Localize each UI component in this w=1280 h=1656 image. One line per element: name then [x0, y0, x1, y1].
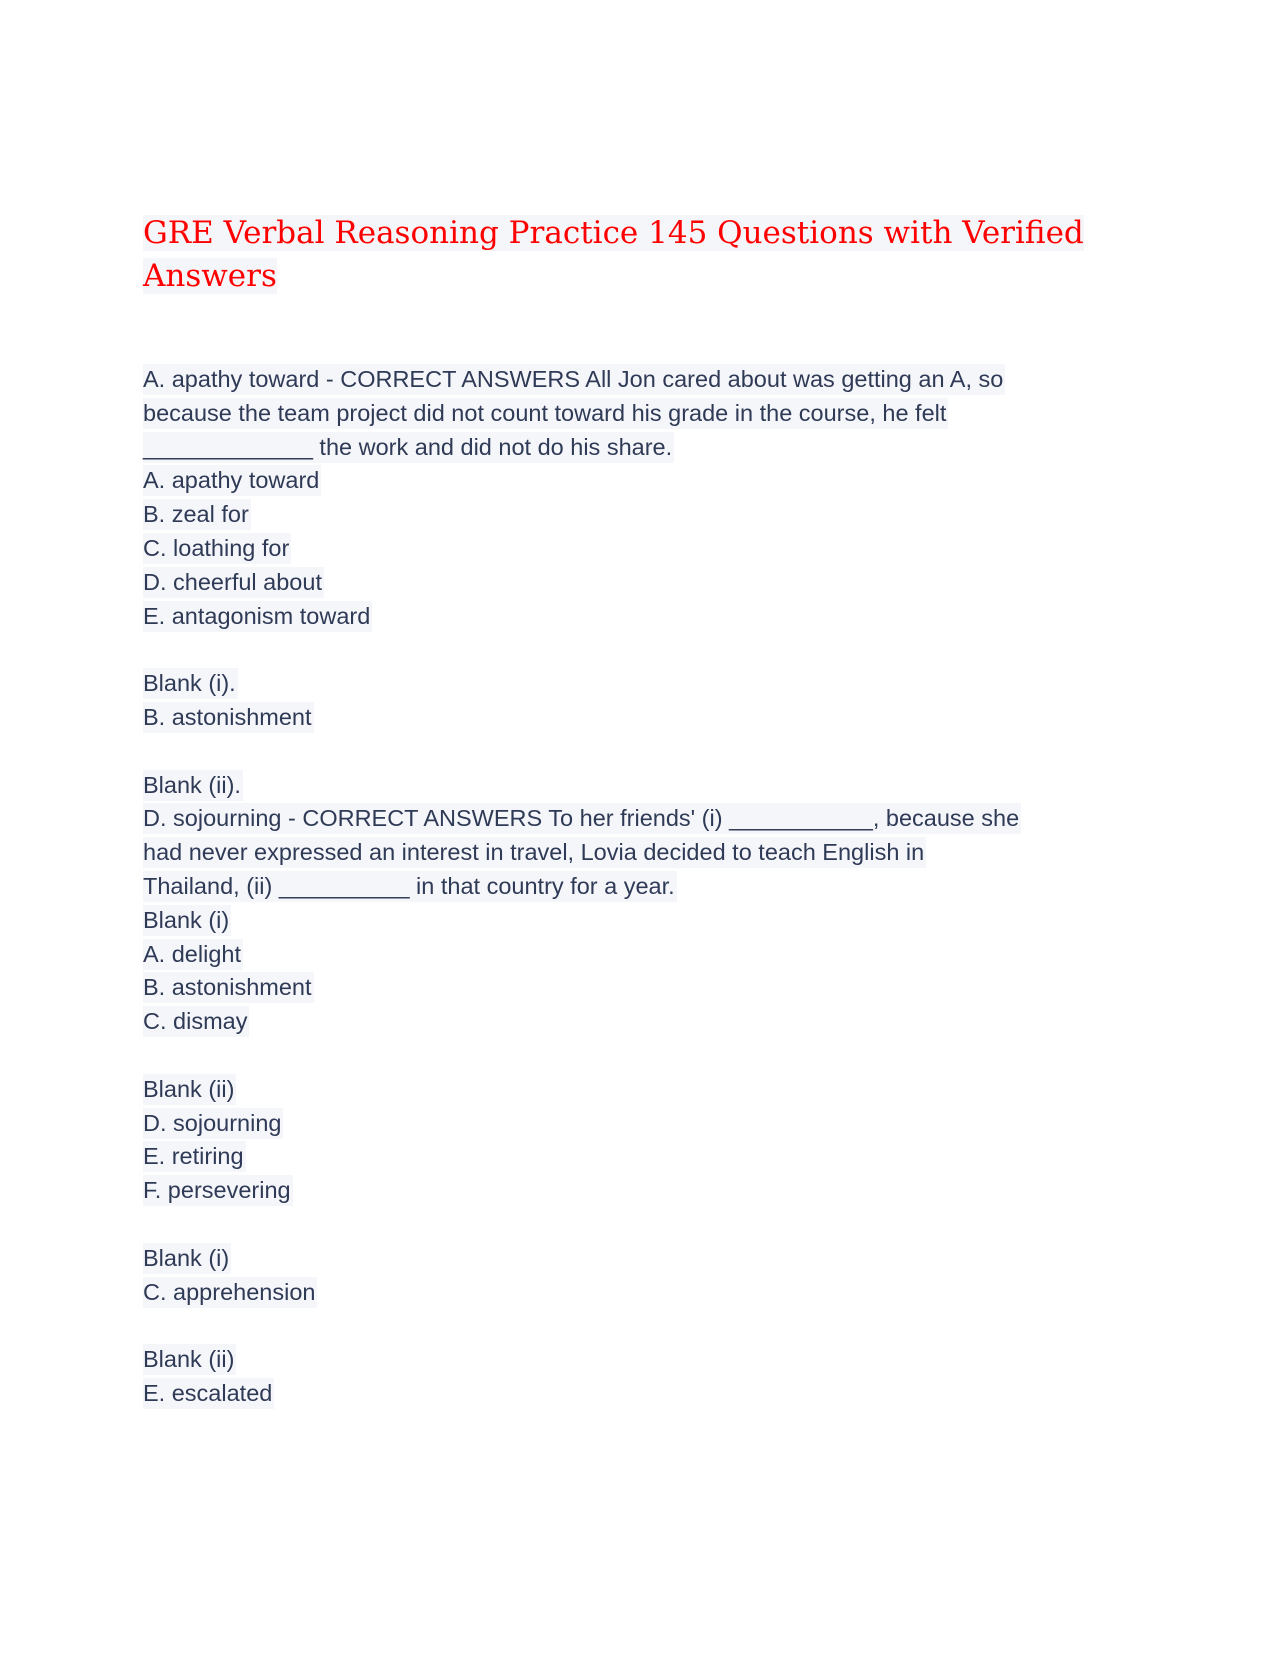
- line-text: E. retiring: [143, 1141, 246, 1172]
- line-text: Blank (ii): [143, 1344, 236, 1375]
- text-line: [143, 971, 1143, 1005]
- line-text: Blank (i).: [143, 668, 238, 699]
- line-text: E. antagonism toward: [143, 601, 372, 632]
- line-text: Blank (ii).: [143, 770, 243, 801]
- line-text: C. loathing for: [143, 533, 291, 564]
- line-text: A. apathy toward - CORRECT ANSWERS All Jon cared about was getting an A, so: [143, 364, 1005, 395]
- line-text: F. persevering: [143, 1175, 293, 1206]
- document-title: GRE Verbal Reasoning Practice 145 Questions with Verified Answers: [143, 215, 1084, 294]
- line-text: D. sojourning - CORRECT ANSWERS To her friends' (i) ___________, because she: [143, 803, 1021, 834]
- text-line: [143, 1343, 1143, 1377]
- text-line: [143, 532, 1143, 566]
- line-text: Thailand, (ii) __________ in that country for a year.: [143, 871, 677, 902]
- text-line: [143, 566, 1143, 600]
- text-line: [143, 1107, 1143, 1141]
- line-text: because the team project did not count toward his grade in the course, he felt: [143, 398, 948, 429]
- text-line: [143, 667, 1143, 701]
- line-text: _____________ the work and did not do his share.: [143, 432, 674, 463]
- line-text: B. astonishment: [143, 972, 314, 1003]
- text-line: [143, 1174, 1143, 1208]
- text-line: [143, 701, 1143, 735]
- text-line: [143, 904, 1143, 938]
- text-line: [143, 633, 1143, 667]
- text-line: [143, 802, 1143, 836]
- text-line: [143, 870, 1143, 904]
- text-line: [143, 1005, 1143, 1039]
- line-text: D. sojourning: [143, 1108, 283, 1139]
- text-line: [143, 1039, 1143, 1073]
- line-text: B. zeal for: [143, 499, 251, 530]
- text-line: [143, 735, 1143, 769]
- text-line: [143, 600, 1143, 634]
- line-text: A. apathy toward: [143, 465, 321, 496]
- text-line: [143, 1073, 1143, 1107]
- text-line: [143, 1242, 1143, 1276]
- line-text: Blank (i): [143, 905, 231, 936]
- line-text: C. dismay: [143, 1006, 249, 1037]
- text-line: [143, 1309, 1143, 1343]
- text-line: [143, 1208, 1143, 1242]
- text-line: [143, 938, 1143, 972]
- text-line: [143, 1276, 1143, 1310]
- text-line: [143, 1377, 1143, 1411]
- line-text: A. delight: [143, 939, 243, 970]
- line-text: C. apprehension: [143, 1277, 317, 1308]
- line-text: D. cheerful about: [143, 567, 324, 598]
- text-line: [143, 1140, 1143, 1174]
- line-text: B. astonishment: [143, 702, 314, 733]
- line-text: Blank (i): [143, 1243, 231, 1274]
- line-text: E. escalated: [143, 1378, 274, 1409]
- line-text: had never expressed an interest in travel, Lovia decided to teach English in: [143, 837, 926, 868]
- text-line: [143, 464, 1143, 498]
- text-line: [143, 769, 1143, 803]
- text-line: [143, 397, 1143, 431]
- line-text: Blank (ii): [143, 1074, 236, 1105]
- document-body: [143, 363, 1143, 1411]
- text-line: [143, 431, 1143, 465]
- text-line: [143, 498, 1143, 532]
- text-line: [143, 363, 1143, 397]
- text-line: [143, 836, 1143, 870]
